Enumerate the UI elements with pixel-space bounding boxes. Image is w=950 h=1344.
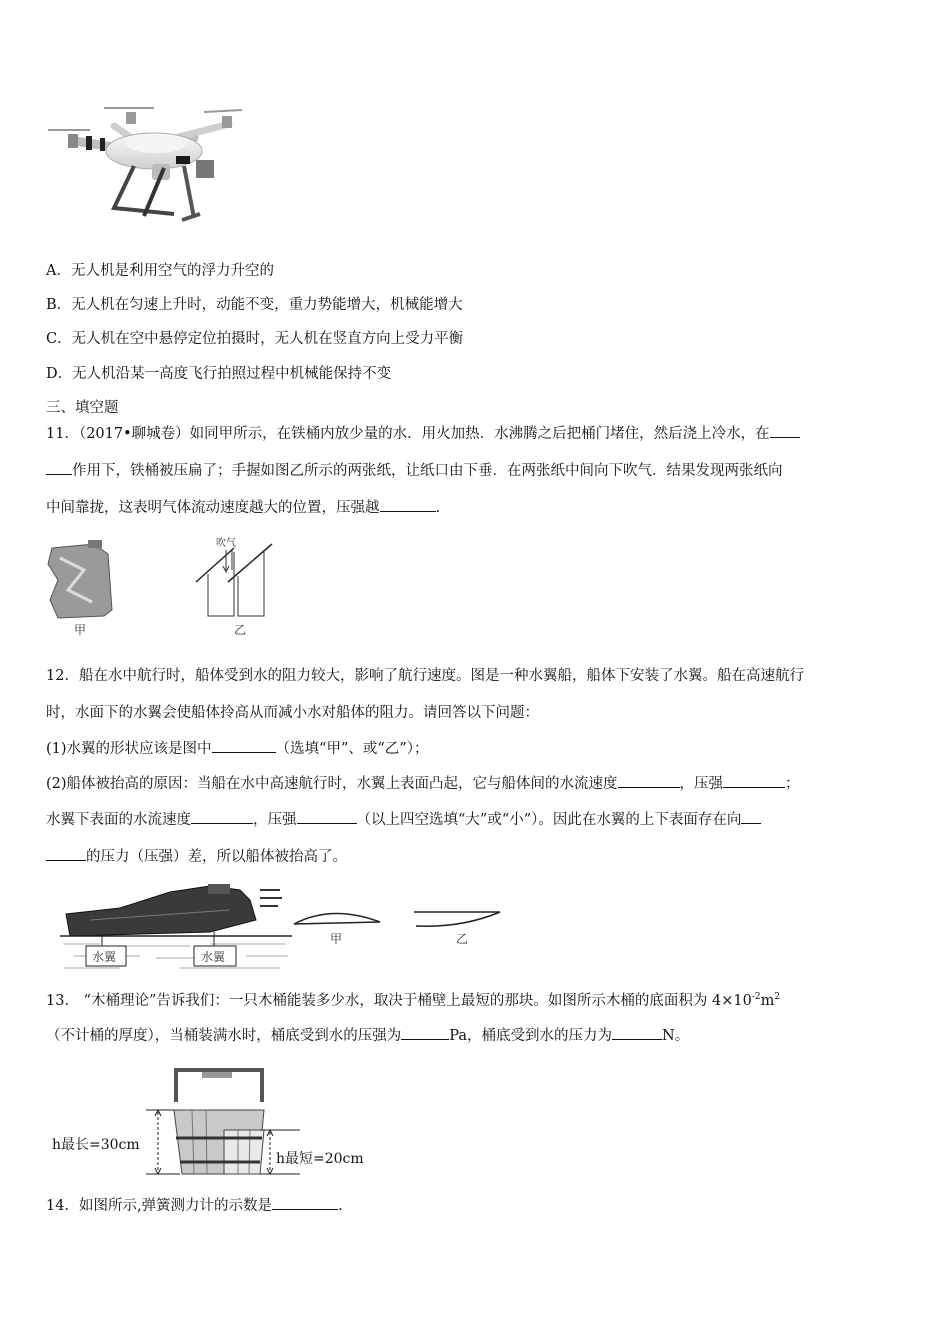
q13-line-2: （不计桶的厚度），当桶装满水时，桶底受到水的压强为 Pa，桶底受到水的压力为 N。 [46, 1025, 689, 1046]
option-b: B．无人机在匀速上升时，动能不变，重力势能增大，机械能增大 [46, 297, 463, 313]
q11-blank-2 [380, 497, 436, 512]
q12-foil-yi [412, 906, 504, 930]
q12-blank-3 [723, 773, 785, 788]
section-title: 三、填空题 [46, 400, 119, 416]
q13-blank-2 [612, 1025, 662, 1040]
q12-hydrofoil-label-1: 水翼 [92, 950, 117, 964]
q12-line-4: (2)船体被抬高的原因：当船在水中高速航行时，水翼上表面凸起，它与船体间的水流速度 ，压强 ； [46, 773, 800, 794]
q11-line-2: 作用下，铁桶被压扁了；手握如图乙所示的两张纸，让纸口由下垂．在两张纸中间向下吹气．结果发现两张纸向 [46, 460, 783, 481]
q12-label-yi: 乙 [456, 932, 469, 946]
option-c: C．无人机在空中悬停定位拍摄时，无人机在竖直方向上受力平衡 [46, 331, 464, 347]
q13-blank-1 [401, 1025, 449, 1040]
q13-line-1: 13． “木桶理论”告诉我们：一只木桶能装多少水，取决于桶壁上最短的那块。如图所示木桶的底面积为 $4\times 10^{-2}m^2$ [46, 992, 781, 1009]
q13-h-short-label: h最短=20cm [276, 1151, 364, 1167]
q12-line-6: 的压力（压强）差，所以船体被抬高了。 [46, 846, 347, 867]
q12-line-1: 12．船在水中航行时，船体受到水的阻力较大，影响了航行速度。图是一种水翼船，船体下安装了水翼。船在高速航行 [46, 668, 804, 684]
q12-blank-1 [212, 738, 276, 753]
q13-h-long-label: h最长=30cm [52, 1137, 140, 1153]
q11-line-3: 中间靠拢，这表明气体流动速度越大的位置，压强越 . [46, 497, 440, 518]
q12-line-2: 时，水面下的水翼会使船体拎高从而减小水对船体的阻力。请回答以下问题： [46, 705, 539, 721]
q12-foil-jia [292, 904, 384, 928]
q11-figure-yi [190, 536, 280, 626]
q11-blank-1-cont [46, 460, 72, 475]
drone-image [44, 96, 244, 224]
q11-line-1: 11．（2017•聊城卷）如同甲所示，在铁桶内放少量的水．用火加热．水沸腾之后把桶门堵住，然后浇上冷水，在 [46, 423, 800, 444]
q11-label-yi: 乙 [234, 623, 247, 637]
q11-label-blow: 吹气 [216, 538, 236, 549]
option-d: D．无人机沿某一高度飞行拍照过程中机械能保持不变 [46, 366, 392, 382]
q12-blank-4 [191, 809, 253, 824]
q12-line-5: 水翼下表面的水流速度 ，压强 （以上四空选填“大”或“小”）。因此在水翼的上下表面存在向 [46, 809, 761, 830]
q12-blank-6 [741, 809, 761, 824]
q12-label-jia: 甲 [330, 932, 343, 946]
q12-blank-6-cont [46, 846, 86, 861]
q12-hydrofoil-label-2: 水翼 [201, 950, 226, 964]
option-a: A．无人机是利用空气的浮力升空的 [46, 263, 274, 279]
q12-line-3: (1)水翼的形状应该是图中 （选填“甲”、或“乙”）； [46, 738, 428, 759]
q14-blank-1 [272, 1195, 338, 1210]
q14-line-1: 14．如图所示,弹簧测力计的示数是 . [46, 1195, 343, 1216]
q12-blank-5 [297, 809, 357, 824]
q12-blank-2 [618, 773, 680, 788]
q11-label-jia: 甲 [74, 623, 87, 637]
q11-blank-1 [770, 423, 800, 438]
